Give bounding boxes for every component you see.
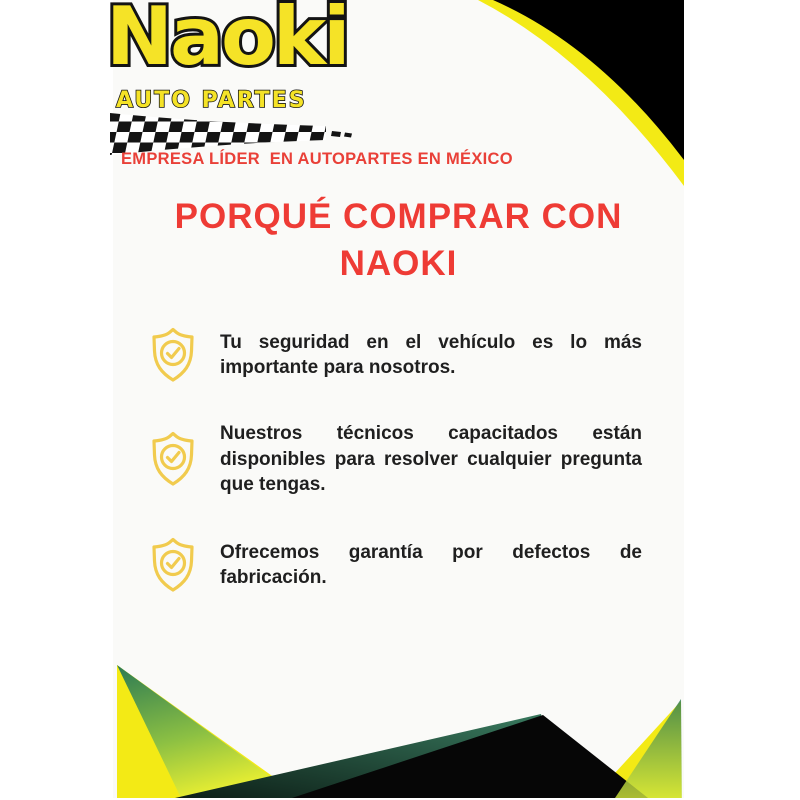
benefit-row <box>148 326 642 384</box>
benefit-text: Tu seguridad en el vehículo es lo más importante para nosotros. <box>220 331 642 378</box>
bottom-triangles-decoration <box>113 638 684 798</box>
benefit-row <box>148 536 642 594</box>
page-title: PORQUÉ COMPRAR CON NAOKI <box>174 197 623 283</box>
benefit-text: Nuestros técnicos capacitados están disponibles para resolver cualquier pregunta que tengas. <box>220 423 642 495</box>
shield-check-icon <box>148 430 198 488</box>
shield-check-icon <box>148 326 198 384</box>
benefit-text: Ofrecemos garantía por defectos de fabricación. <box>220 541 642 588</box>
page-title-wrap <box>113 193 684 287</box>
shield-check-icon <box>148 536 198 594</box>
brand-subtitle: AUTO PARTES <box>116 88 307 113</box>
benefit-row <box>148 421 642 498</box>
brand-tagline: EMPRESA LÍDER EN AUTOPARTES EN MÉXICO <box>121 150 513 168</box>
brand-logo: Naoki <box>106 0 348 83</box>
